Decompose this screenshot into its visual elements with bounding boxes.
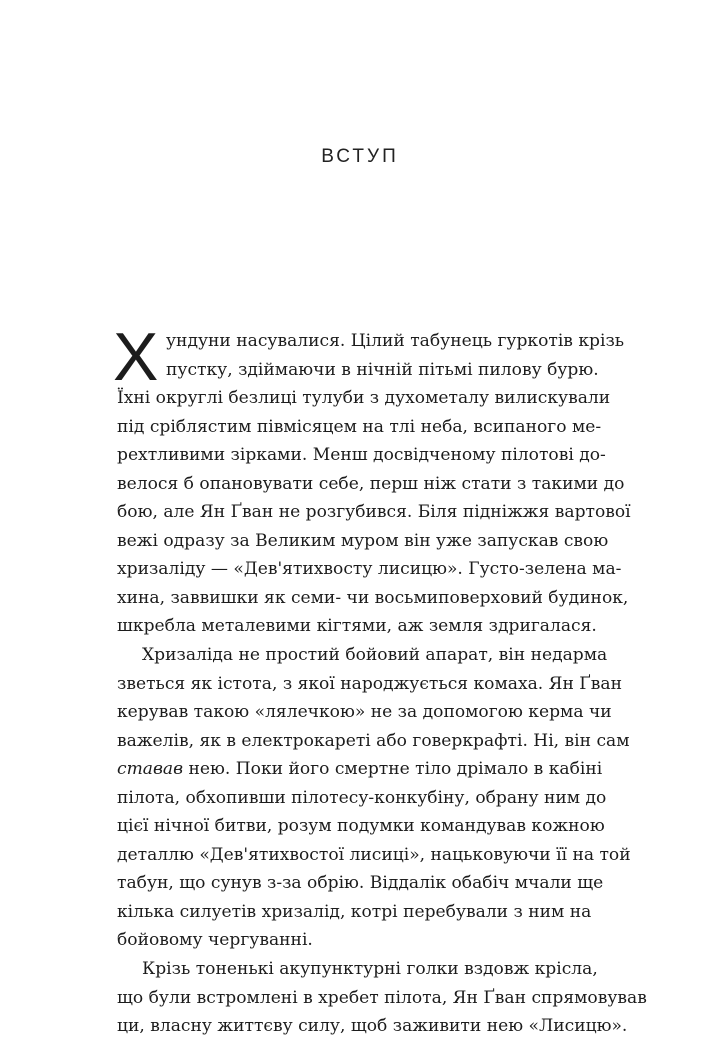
text-line: пілота, обхопивши пілотесу-конкубіну, обрану ним до: [117, 787, 607, 808]
text-line: що були встромлені в хребет пілота, Ян Ґван спрямовував: [117, 987, 647, 1008]
text-line: шкребла металевими кігтями, аж земля здригалася.: [117, 616, 597, 637]
text-line: Хризаліда не простий бойовий апарат, він недарма: [142, 645, 608, 666]
text-line: табун, що сунув з-за обрію. Віддалік обабіч мчали ще: [117, 873, 604, 894]
text-line: керував такою «лялечкою» не за допомогою керма чи: [117, 702, 612, 723]
chapter-heading: ВСТУП: [321, 146, 399, 167]
text-line: хина, заввишки як семи- чи восьмиповерховий будинок,: [117, 587, 629, 608]
text-line: [117, 755, 603, 784]
text-line: бойовому чергуванні.: [117, 930, 313, 951]
drop-cap: Х: [113, 319, 159, 395]
body-text: [113, 319, 647, 1041]
text-line: бою, але Ян Ґван не розгубився. Біля підніжжя вартової: [117, 502, 631, 523]
text-line: рехтливими зірками. Менш досвідченому пілотові до-: [117, 445, 606, 466]
text-line: цієї нічної битви, розум подумки командував кожною: [117, 816, 605, 837]
text-line: під сріблястим півмісяцем на тлі неба, всипаного ме-: [117, 416, 602, 437]
text-line: зветься як істота, з якої народжується комаха. Ян Ґван: [117, 673, 622, 694]
text-line: кілька силуетів хризалід, котрі перебували з ним на: [117, 901, 592, 922]
text-fragment: нею. Поки його смертне тіло дрімало в кабіні: [183, 759, 603, 780]
text-line: ундуни насувалися. Цілий табунець гуркотів крізь: [166, 331, 625, 351]
text-line: Крізь тоненькі акупунктурні голки вздовж крісла,: [142, 959, 598, 980]
text-line: деталлю «Дев'ятихвостої лисиці», нацьковуючи її на той: [117, 844, 631, 865]
text-line: пустку, здіймаючи в нічній пітьмі пилову бурю.: [166, 359, 599, 380]
text-line: Їхні округлі безлиці тулуби з духометалу вилискували: [117, 388, 611, 409]
text-line: ци, власну життєву силу, щоб заживити нею «Лисицю».: [117, 1016, 628, 1037]
text-line: важелів, як в електрокареті або говеркрафті. Ні, він сам: [117, 730, 630, 751]
text-line: хризаліду — «Дев'ятихвосту лисицю». Густо-зелена ма-: [117, 559, 622, 580]
emphasis: ставав: [117, 759, 184, 780]
text-line: вежі одразу за Великим муром він уже запускав свою: [117, 530, 609, 551]
text-line: велося б опановувати себе, перш ніж стати з такими до: [117, 473, 625, 494]
